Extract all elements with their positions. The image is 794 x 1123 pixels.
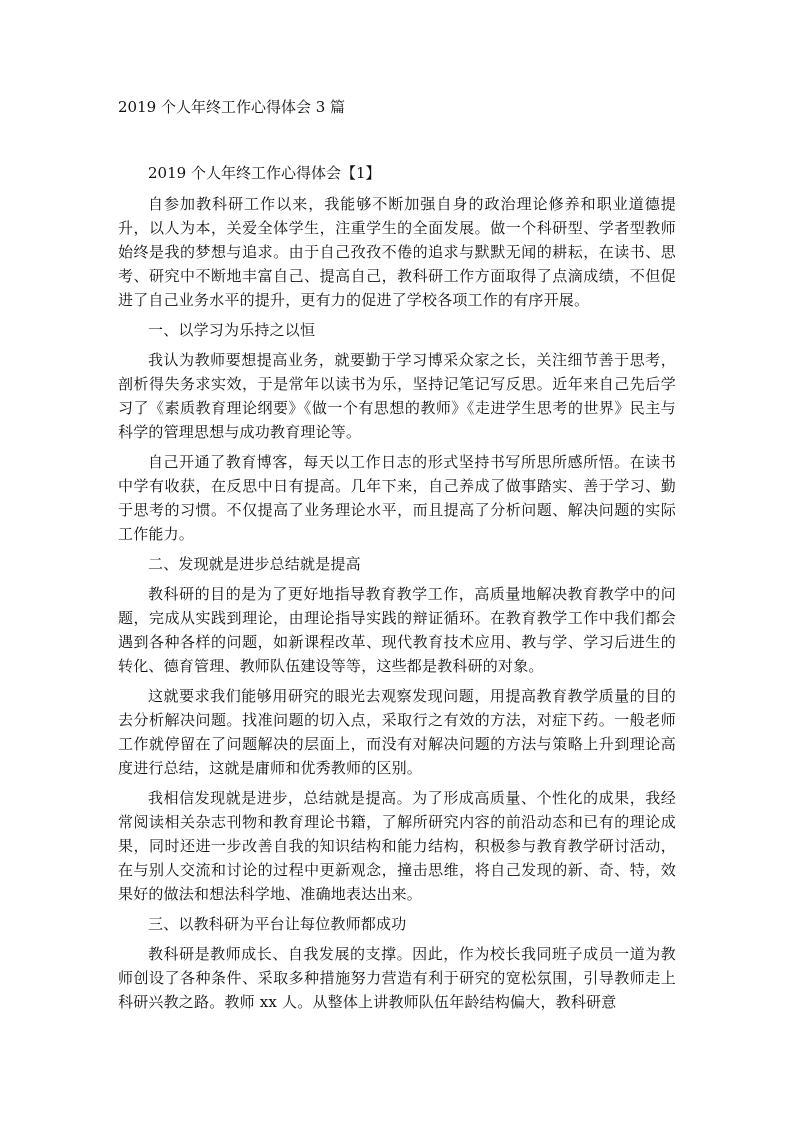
body-paragraph: 这就要求我们能够用研究的眼光去观察发现问题，用提高教育教学质量的目的去分析解决问题。找准问题的切入点，采取行之有效的方法，对症下药。一般老师工作就停留在了问题解决的层面上，而没有对解决问题的方法与策略上升到理论高度进行总结，这就是庸师和优秀教师的区别。 [118, 687, 676, 777]
body-paragraph: 我相信发现就是进步，总结就是提高。为了形成高质量、个性化的成果，我经常阅读相关杂志刊物和教育理论书籍，了解所研究内容的前沿动态和已有的理论成果，同时还进一步改善自我的知识结构和能力结构，积极参与教育教学研讨活动，在与别人交流和讨论的过程中更新观念，撞击思维，将自己发现的新、奇、特，效果好的做法和想法科学地、准确地表达出来。 [118, 789, 676, 903]
document-body [118, 192, 676, 1020]
section-heading: 三、以教科研为平台让每位教师都成功 [148, 915, 407, 933]
body-paragraph: 教科研的目的是为了更好地指导教育教学工作，高质量地解决教育教学中的问题，完成从实践到理论，由理论指导实践的辩证循环。在教育教学工作中我们都会遇到各种各样的问题，如新课程改革、现代教育技术应用、教与学、学习后进生的转化、德育管理、教师队伍建设等等，这些都是教科研的对象。 [118, 585, 676, 675]
body-paragraph: 教科研是教师成长、自我发展的支撑。因此，作为校长我同班子成员一道为教师创设了各种条件、采取多种措施努力营造有利于研究的宽松氛围，引导教师走上科研兴教之路。教师 xx 人。从整体上讲教师队伍年龄结构偏大，教科研意 [118, 945, 676, 1011]
section-heading: 一、以学习为乐持之以恒 [148, 321, 316, 339]
body-paragraph: 自己开通了教育博客，每天以工作日志的形式坚持书写所思所感所悟。在读书中学有收获，在反思中日有提高。几年下来，自己养成了做事踏实、善于学习、勤于思考的习惯。不仅提高了业务理论水平，而且提高了分析问题、解决问题的实际工作能力。 [118, 453, 676, 543]
section-title: 2019 个人年终工作心得体会【1】 [148, 164, 381, 182]
section-heading: 二、发现就是进步总结就是提高 [148, 555, 361, 573]
document-title: 2019 个人年终工作心得体会 3 篇 [118, 98, 346, 116]
body-paragraph: 我认为教师要想提高业务，就要勤于学习博采众家之长，关注细节善于思考，剖析得失务求实效，于是常年以读书为乐，坚持记笔记写反思。近年来自己先后学习了《素质教育理论纲要》《做一个有思想的教师》《走进学生思考的世界》民主与科学的管理思想与成功教育理论等。 [118, 351, 676, 441]
body-paragraph: 自参加教科研工作以来，我能够不断加强自身的政治理论修养和职业道德提升，以人为本，关爱全体学生，注重学生的全面发展。做一个科研型、学者型教师始终是我的梦想与追求。由于自己孜孜不倦的追求与默默无闻的耕耘，在读书、思考、研究中不断地丰富自己、提高自己，教科研工作方面取得了点滴成绩，不但促进了自己业务水平的提升，更有力的促进了学校各项工作的有序开展。 [118, 195, 676, 309]
